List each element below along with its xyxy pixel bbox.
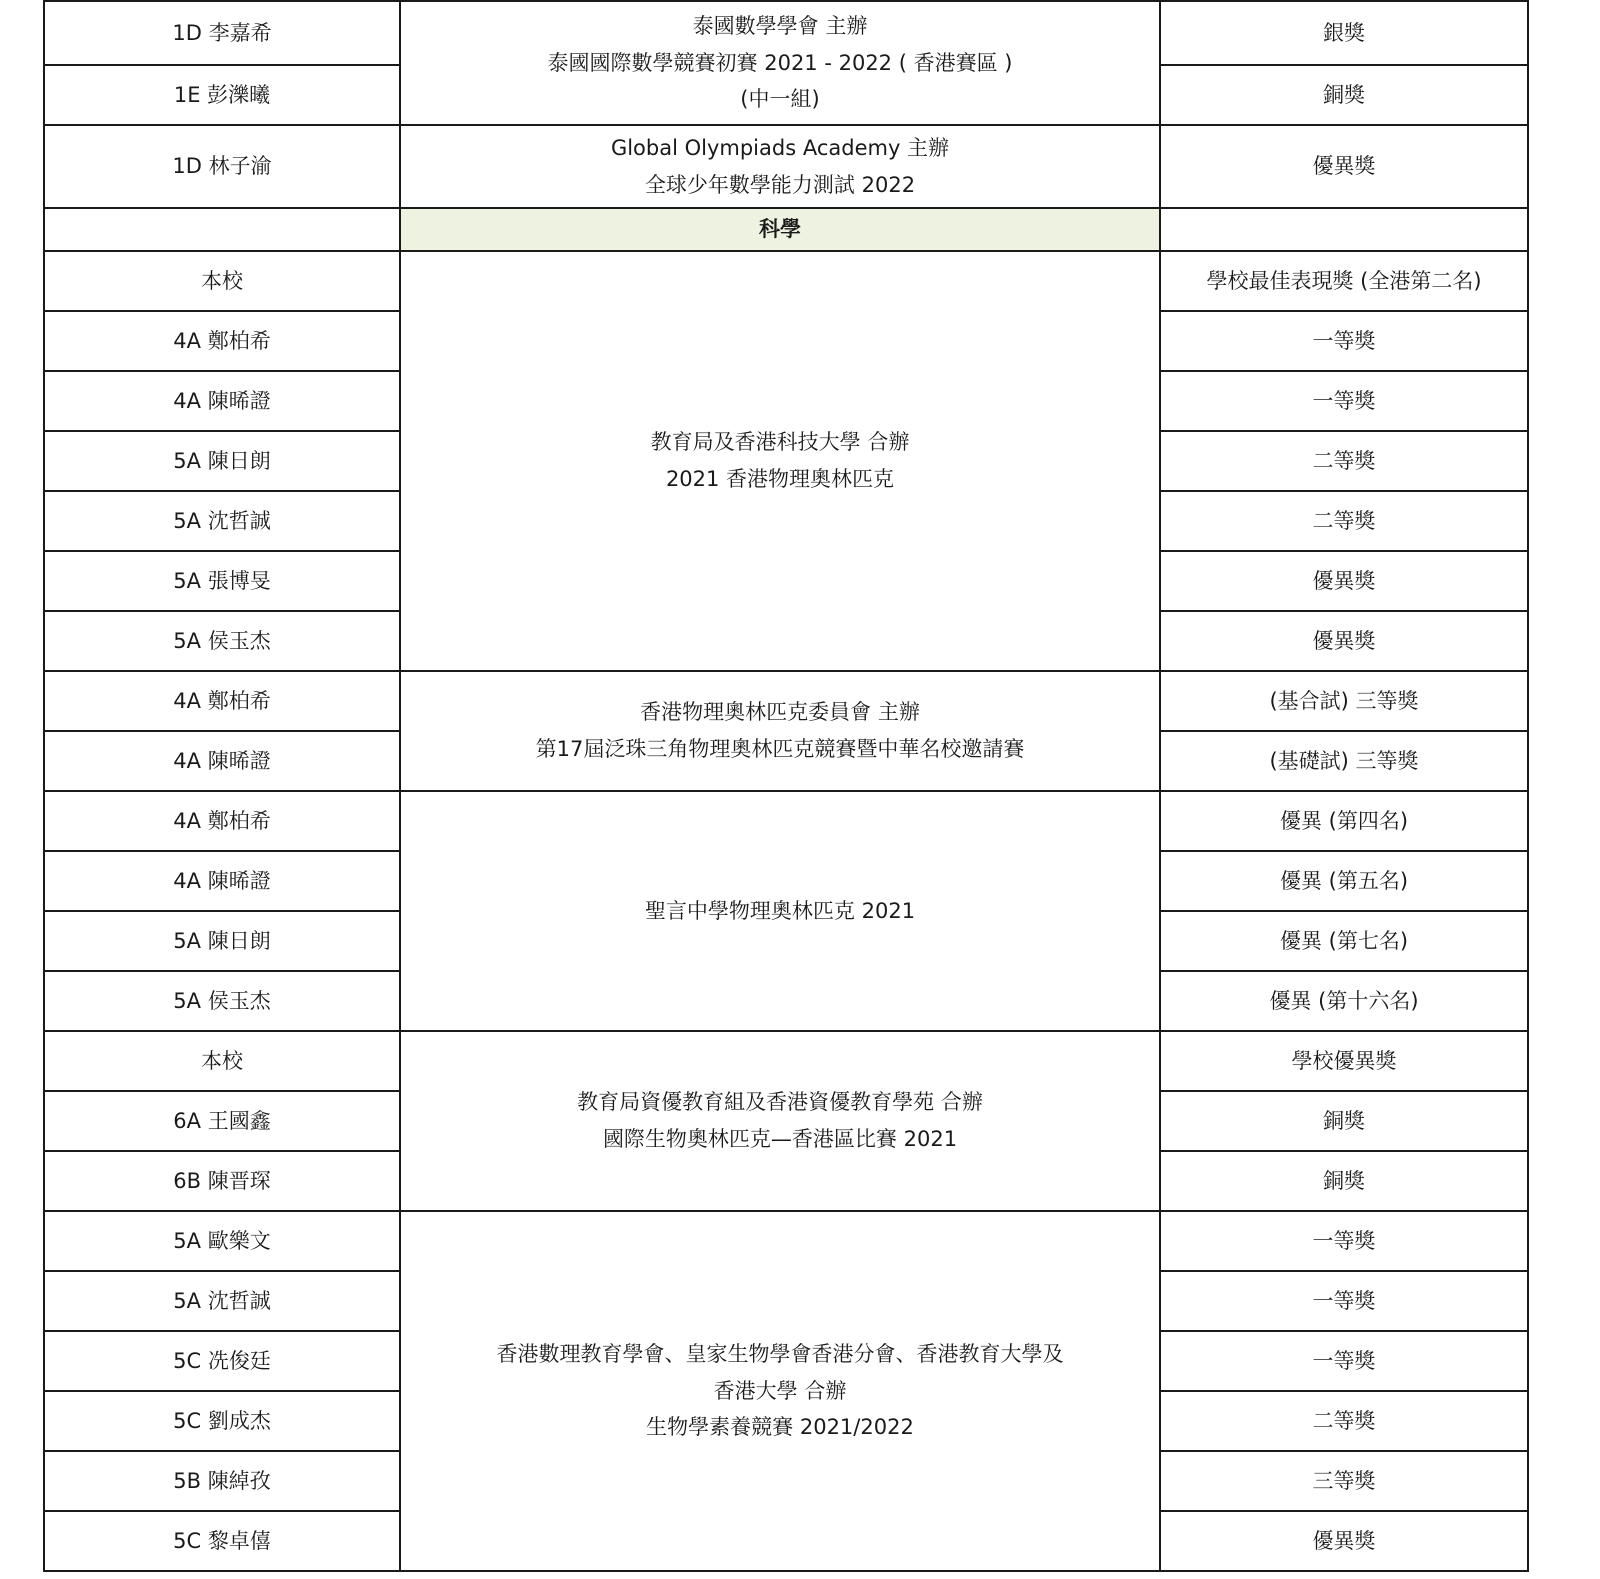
- table-row: [44, 791, 1528, 851]
- student-name: 5A 侯玉杰: [44, 611, 400, 671]
- student-name: 4A 陳晞證: [44, 731, 400, 791]
- event-cell: [400, 251, 1160, 671]
- award-cell: 學校優異獎: [1160, 1031, 1528, 1091]
- award-cell: 一等獎: [1160, 1211, 1528, 1271]
- event-title: 全球少年數學能力測試 2022: [644, 172, 916, 197]
- student-name: 本校: [44, 1031, 400, 1091]
- student-name: 4A 鄭柏希: [44, 311, 400, 371]
- event-cell: [400, 1, 1160, 125]
- student-name: 6B 陳晋琛: [44, 1151, 400, 1211]
- table-row: [44, 1211, 1528, 1271]
- student-name: 4A 鄭柏希: [44, 671, 400, 731]
- student-name: 4A 陳晞證: [44, 851, 400, 911]
- event-title: 生物學素養競賽 2021/2022: [646, 1415, 914, 1440]
- event-title: 國際生物奧林匹克—香港區比賽 2021: [602, 1127, 958, 1151]
- student-name: 5A 張博旻: [44, 551, 400, 611]
- event-organizer-continued: 香港大學 合辦: [713, 1378, 847, 1403]
- event-title: 聖言中學物理奧林匹克 2021: [644, 898, 916, 923]
- section-row: [44, 208, 1528, 251]
- award-cell: 一等獎: [1160, 311, 1528, 371]
- event-cell: [400, 671, 1160, 791]
- event-cell: [400, 1031, 1160, 1211]
- event-organizer: Global Olympiads Academy 主辦: [610, 135, 950, 160]
- award-cell: 優異獎: [1160, 125, 1528, 208]
- event-title: 第17屆泛珠三角物理奧林匹克競賽暨中華名校邀請賽: [535, 737, 1025, 761]
- award-cell: 優異獎: [1160, 1511, 1528, 1571]
- event-title: 2021 香港物理奧林匹克: [665, 467, 895, 491]
- award-cell: 二等獎: [1160, 491, 1528, 551]
- award-cell: 銅獎: [1160, 65, 1528, 125]
- student-name: 5C 冼俊廷: [44, 1331, 400, 1391]
- student-name: 5C 劉成杰: [44, 1391, 400, 1451]
- event-organizer: 香港物理奧林匹克委員會 主辦: [640, 700, 920, 725]
- student-name: 5A 歐樂文: [44, 1211, 400, 1271]
- event-organizer: 教育局及香港科技大學 合辦: [650, 430, 910, 455]
- award-cell: 優異 (第十六名): [1160, 971, 1528, 1031]
- student-name: 4A 鄭柏希: [44, 791, 400, 851]
- student-name: [44, 208, 400, 251]
- student-name: 5A 沈哲誠: [44, 491, 400, 551]
- student-name: 5B 陳綽孜: [44, 1451, 400, 1511]
- table-row: [44, 1, 1528, 65]
- award-cell: 優異獎: [1160, 611, 1528, 671]
- award-cell: 銅獎: [1160, 1151, 1528, 1211]
- student-name: 本校: [44, 251, 400, 311]
- award-cell: 一等獎: [1160, 371, 1528, 431]
- event-cell: [400, 1211, 1160, 1571]
- student-name: 5A 沈哲誠: [44, 1271, 400, 1331]
- table-row: [44, 1031, 1528, 1091]
- award-cell: 優異獎: [1160, 551, 1528, 611]
- student-name: 6A 王國鑫: [44, 1091, 400, 1151]
- event-title: 泰國國際數學競賽初賽 2021 - 2022 ( 香港賽區 ): [547, 50, 1013, 75]
- award-cell: [1160, 208, 1528, 251]
- event-organizer: 泰國數學學會 主辦: [692, 13, 868, 38]
- award-cell: 銀獎: [1160, 1, 1528, 65]
- award-cell: 優異 (第七名): [1160, 911, 1528, 971]
- student-name: 5A 侯玉杰: [44, 971, 400, 1031]
- award-cell: (基礎試) 三等獎: [1160, 731, 1528, 791]
- award-cell: 二等獎: [1160, 431, 1528, 491]
- student-name: 1E 彭濼曦: [44, 65, 400, 125]
- section-heading: 科學: [400, 208, 1160, 251]
- table-row: [44, 251, 1528, 311]
- event-cell: [400, 125, 1160, 208]
- award-cell: 二等獎: [1160, 1391, 1528, 1451]
- table-row: [44, 125, 1528, 208]
- awards-table: [43, 0, 1529, 1572]
- award-cell: 優異 (第五名): [1160, 851, 1528, 911]
- student-name: 5C 黎卓僖: [44, 1511, 400, 1571]
- student-name: 1D 林子渝: [44, 125, 400, 208]
- award-cell: 一等獎: [1160, 1271, 1528, 1331]
- award-cell: 銅獎: [1160, 1091, 1528, 1151]
- event-group: (中一組): [740, 87, 820, 112]
- event-organizer: 香港數理教育學會、皇家生物學會香港分會、香港教育大學及: [496, 1341, 1064, 1366]
- student-name: 5A 陳日朗: [44, 911, 400, 971]
- student-name: 4A 陳晞證: [44, 371, 400, 431]
- event-organizer: 教育局資優教育組及香港資優教育學苑 合辦: [577, 1090, 983, 1115]
- table-row: [44, 671, 1528, 731]
- award-cell: 優異 (第四名): [1160, 791, 1528, 851]
- student-name: 1D 李嘉希: [44, 1, 400, 65]
- award-cell: 一等獎: [1160, 1331, 1528, 1391]
- award-cell: 學校最佳表現獎 (全港第二名): [1160, 251, 1528, 311]
- student-name: 5A 陳日朗: [44, 431, 400, 491]
- event-cell: [400, 791, 1160, 1031]
- award-cell: (基合試) 三等獎: [1160, 671, 1528, 731]
- award-cell: 三等獎: [1160, 1451, 1528, 1511]
